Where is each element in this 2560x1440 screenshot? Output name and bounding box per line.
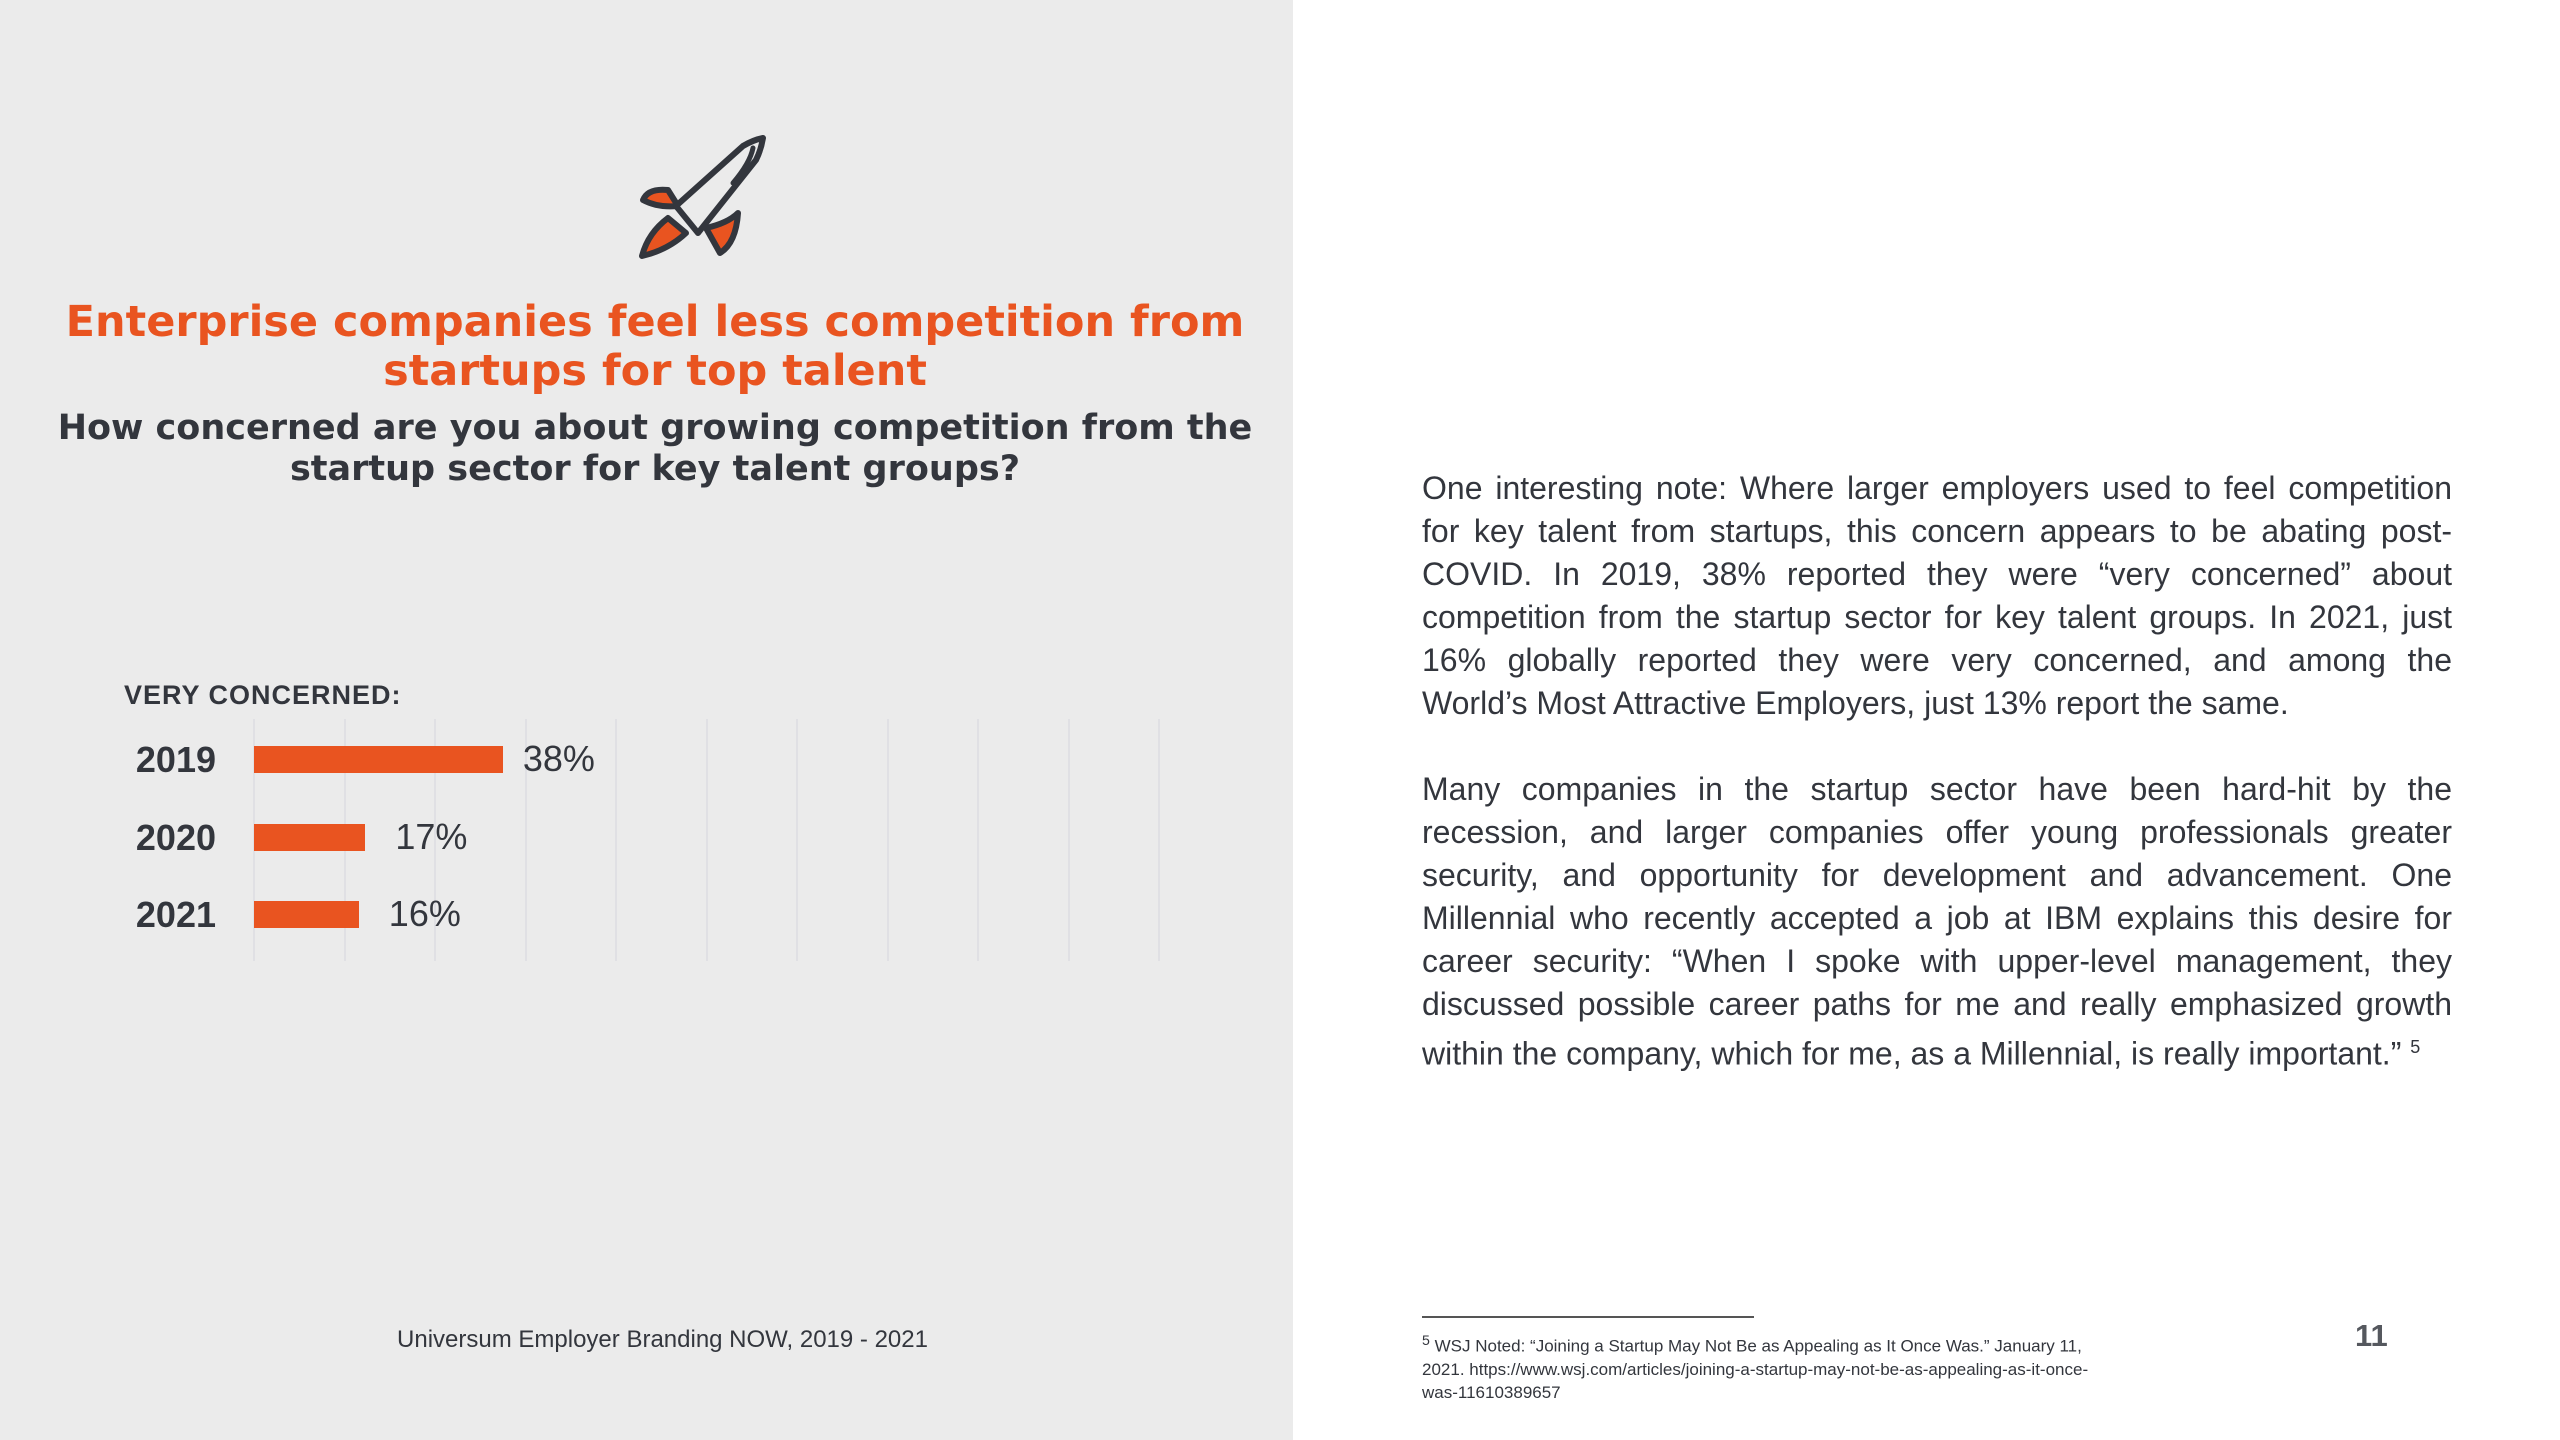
paragraph: One interesting note: Where larger employers used to feel competition for key talent from startups, this concern appears to be abating post-COVID. In 2019, 38% reported they were “very concerned” about competition from the startup sector for key talent groups. In 2021, just 16% globally reported they were very concerned, and among the World’s Most Attractive Employers, just 13% report the same. [1422,470,2452,721]
data-label: 38% [522,738,595,779]
gridline [1068,719,1070,961]
paragraph-text: Many companies in the startup sector have been hard-hit by the recession, and larger companies offer young professionals greater security, and opportunity for development and advancement. One Millennial who recently accepted a job at IBM explains this desire for career security: “When I spoke with upper-level management, they discussed possible career paths for me and really emphasized growth within the company, which for me, as a Millennial, is really important.” [1422,771,2452,1072]
bar-2019 [254,746,503,773]
bar-2020 [254,824,365,851]
footnote-number: 5 [1422,1333,1430,1349]
data-label: 17% [395,816,468,857]
chart-series-label: VERY CONCERNED: [124,680,402,710]
category-label: 2020 [135,817,216,858]
footnote-divider [1422,1316,1754,1318]
category-label: 2021 [135,894,216,935]
gridline [706,719,708,961]
body-text [1422,467,2452,1119]
footnote [1422,1330,2102,1404]
bar-2021 [254,901,359,928]
category-label: 2019 [135,739,216,780]
gridline [796,719,798,961]
chart-question: How concerned are you about growing competition from the startup sector for key talent groups? [57,408,1253,489]
gridline [615,719,617,961]
page-number: 11 [2355,1318,2388,1353]
chart-source: Universum Employer Branding NOW, 2019 - 2021 [397,1326,928,1353]
chart-title: Enterprise companies feel less competition from startups for top talent [65,297,1245,396]
footnote-ref[interactable]: 5 [2410,1037,2421,1057]
rocket-icon [628,128,768,263]
paragraph [1422,768,2452,1076]
gridline [977,719,979,961]
gridline [1158,719,1160,961]
gridline [887,719,889,961]
data-label: 16% [388,893,461,934]
footnote-text: WSJ Noted: “Joining a Startup May Not Be as Appealing as It Once Was.” January 11, 2021. https://www.wsj.com/articles/joining-a-startup-may-not-be-as-appealing-as-it-once-was-11610389657 [1422,1336,2089,1402]
